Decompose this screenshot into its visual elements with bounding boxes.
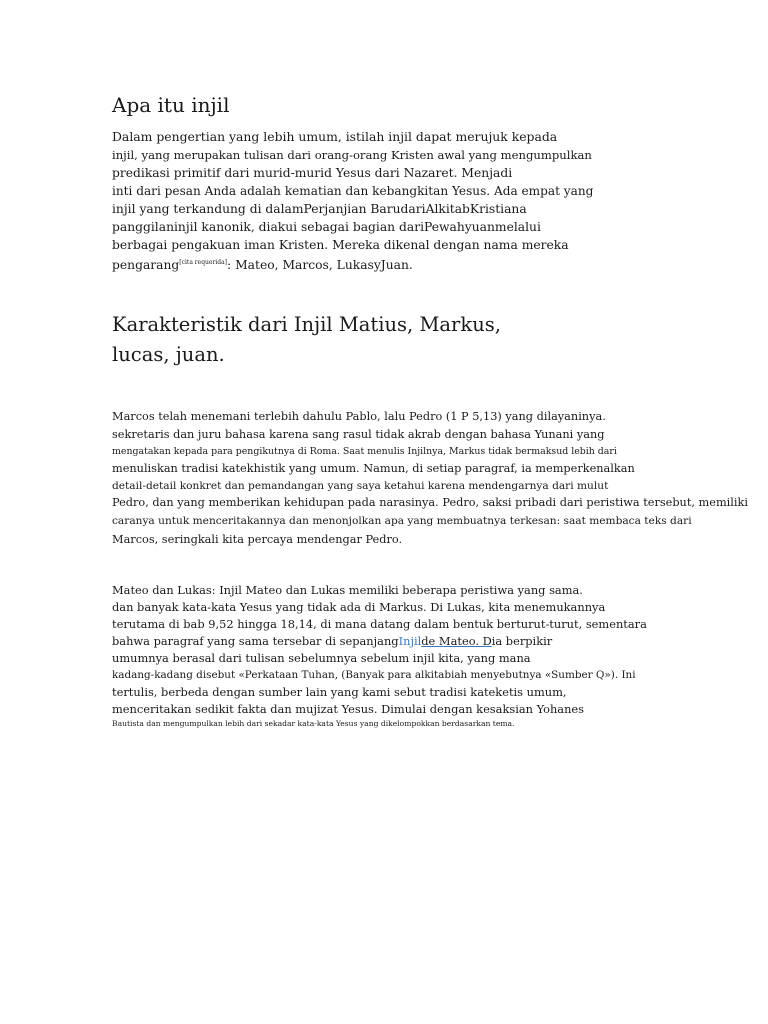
text-segment: : Mateo, Marcos, LukasyJuan. [227, 258, 413, 272]
paragraph-marcos [112, 408, 748, 549]
text-line: Marcos telah menemani terlebih dahulu Pablo, lalu Pedro (1 P 5,13) yang dilayaninya. [112, 410, 606, 423]
text-line: menceritakan sedikit fakta dan mujizat Yesus. Dimulai dengan kesaksian Yohanes [112, 702, 585, 716]
text-line: detail-detail konkret dan pemandangan yang saya ketahui karena mendengarnya dari mulut [112, 480, 609, 492]
text-line: panggilaninjil kanonik, diakui sebagai bagian dariPewahyuanmelalui [112, 220, 541, 234]
text-segment: de Mateo. D [421, 634, 492, 648]
text-line: inti dari pesan Anda adalah kematian dan kebangkitan Yesus. Ada empat yang [112, 184, 594, 198]
heading-apa-itu-injil: Apa itu injil [112, 93, 230, 117]
text-line-small: Bautista dan mengumpulkan lebih dari sekadar kata-kata Yesus yang dikelompokkan berdasarkan tema. [112, 719, 515, 728]
text-line: menuliskan tradisi katekhistik yang umum. Namun, di setiap paragraf, ia memperkenalkan [112, 462, 635, 475]
text-line: terutama di bab 9,52 hingga 18,14, di mana datang dalam bentuk berturut-turut, sementara [112, 617, 647, 631]
heading-line: lucas, juan. [112, 343, 225, 366]
injil-link[interactable]: Injil [398, 634, 422, 648]
heading-line: Karakteristik dari Injil Matius, Markus, [112, 313, 501, 336]
text-line: mengatakan kepada para pengikutnya di Roma. Saat menulis Injilnya, Markus tidak bermaksud lebih dari [112, 446, 617, 457]
text-segment: pengarang [112, 258, 180, 272]
text-line: umumnya berasal dari tulisan sebelumnya sebelum injil kita, yang mana [112, 651, 531, 665]
text-line-with-link [112, 633, 647, 650]
citation-needed-marker: [cita requerida] [179, 259, 228, 266]
text-line-with-citation [112, 254, 593, 272]
text-line: caranya untuk menceritakannya dan menonjolkan apa yang membuatnya terkesan: saat membaca teks dari [112, 515, 692, 527]
text-line: predikasi primitif dari murid-murid Yesus dari Nazaret. Menjadi [112, 166, 513, 180]
text-line: Marcos, seringkali kita percaya mendengar Pedro. [112, 533, 403, 546]
text-line: sekretaris dan juru bahasa karena sang rasul tidak akrab dengan bahasa Yunani yang [112, 428, 605, 441]
text-segment: ia berpikir [491, 634, 553, 648]
text-line: tertulis, berbeda dengan sumber lain yang kami sebut tradisi kateketis umum, [112, 685, 567, 699]
text-line: injil yang terkandung di dalamPerjanjian BarudariAlkitabKristiana [112, 202, 527, 216]
text-segment: bahwa paragraf yang sama tersebar di sepanjang [112, 634, 399, 648]
text-line: Dalam pengertian yang lebih umum, istilah injil dapat merujuk kepada [112, 129, 558, 144]
text-line: Mateo dan Lukas: Injil Mateo dan Lukas memiliki beberapa peristiwa yang sama. [112, 583, 583, 597]
text-line: injil, yang merupakan tulisan dari orang-orang Kristen awal yang mengumpulkan [112, 148, 592, 162]
paragraph-definition [112, 128, 593, 272]
text-line: berbagai pengakuan iman Kristen. Mereka dikenal dengan nama mereka [112, 238, 569, 252]
text-line: Pedro, dan yang memberikan kehidupan pada narasinya. Pedro, saksi pribadi dari peristiwa tersebut, memiliki [112, 496, 748, 509]
text-line: kadang-kadang disebut «Perkataan Tuhan, (Banyak para alkitabiah menyebutnya «Sumber Q»). Ini [112, 669, 636, 681]
paragraph-mateo-lukas [112, 582, 647, 730]
heading-karakteristik-injil [112, 310, 501, 370]
text-line: dan banyak kata-kata Yesus yang tidak ada di Markus. Di Lukas, kita menemukannya [112, 600, 606, 614]
